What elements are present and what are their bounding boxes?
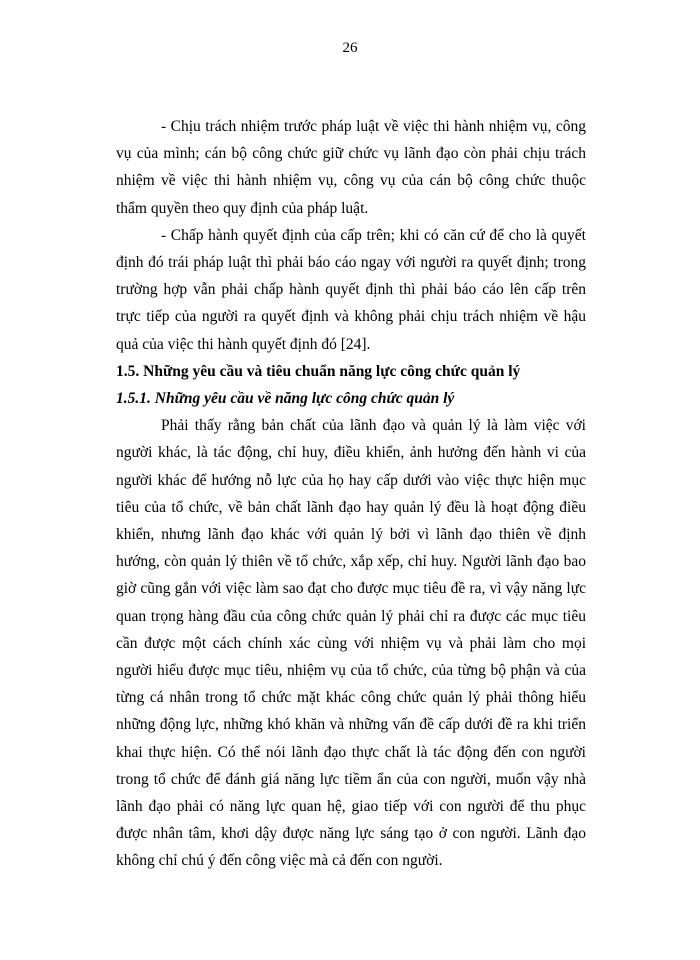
- paragraph-responsibility: - Chịu trách nhiệm trước pháp luật về việc thi hành nhiệm vụ, công vụ của mình; cán bộ công chức giữ chức vụ lãnh đạo còn phải chịu trách nhiệm về việc thi hành nhiệm vụ, công vụ của cán bộ công chức thuộc thẩm quyền theo quy định của pháp luật.: [116, 118, 586, 217]
- subsection-heading: 1.5.1. Những yêu cầu về năng lực công chức quản lý: [116, 390, 455, 408]
- page-content: [116, 113, 586, 875]
- body-paragraph: Phải thấy rằng bản chất của lãnh đạo và quản lý là làm việc với người khác, là tác động, chỉ huy, điều khiển, ảnh hưởng đến hành vi của người khác để hướng nỗ lực của họ hay cấp dưới vào việc thực hiện mục tiêu của tổ chức, về bản chất lãnh đạo hay quản lý đều là hoạt động điều khiển, nhưng lãnh đạo khác với quản lý bởi vì lãnh đạo thiên về định hướng, còn quản lý thiên về tổ chức, xắp xếp, chỉ huy. Người lãnh đạo bao giờ cũng gắn với việc làm sao đạt cho được mục tiêu đề ra, vì vậy năng lực quan trọng hàng đầu của công chức quản lý phải chỉ ra được các mục tiêu cần được một cách chính xác cùng với nhiệm vụ và phải làm cho mọi người hiểu được mục tiêu, nhiệm vụ của tổ chức, của từng bộ phận và của từng cá nhân trong tổ chức mặt khác công chức quản lý phải thông hiểu những động lực, những khó khăn và những vấn đề cấp dưới đề ra khi triển khai thực hiện. Có thể nói lãnh đạo thực chất là tác động đến con người trong tổ chức để đánh giá năng lực tiềm ẩn của con người, muốn vậy nhà lãnh đạo phải có năng lực quan hệ, giao tiếp với con người để thu phục được nhân tâm, khơi dậy được năng lực sáng tạo ở con người. Lãnh đạo không chỉ chú ý đến công việc mà cả đến con người.: [116, 417, 586, 870]
- page-number: 26: [342, 40, 358, 56]
- section-heading: 1.5. Những yêu cầu và tiêu chuẩn năng lực công chức quản lý: [116, 362, 521, 380]
- paragraph-compliance: - Chấp hành quyết định của cấp trên; khi có căn cứ để cho là quyết định đó trái pháp luật thì phải báo cáo ngay với người ra quyết định; trong trường hợp vẫn phải chấp hành quyết định thì phải báo cáo lên cấp trên trực tiếp của người ra quyết định và không phải chịu trách nhiệm về hậu quả của việc thi hành quyết định đó [24].: [116, 226, 586, 353]
